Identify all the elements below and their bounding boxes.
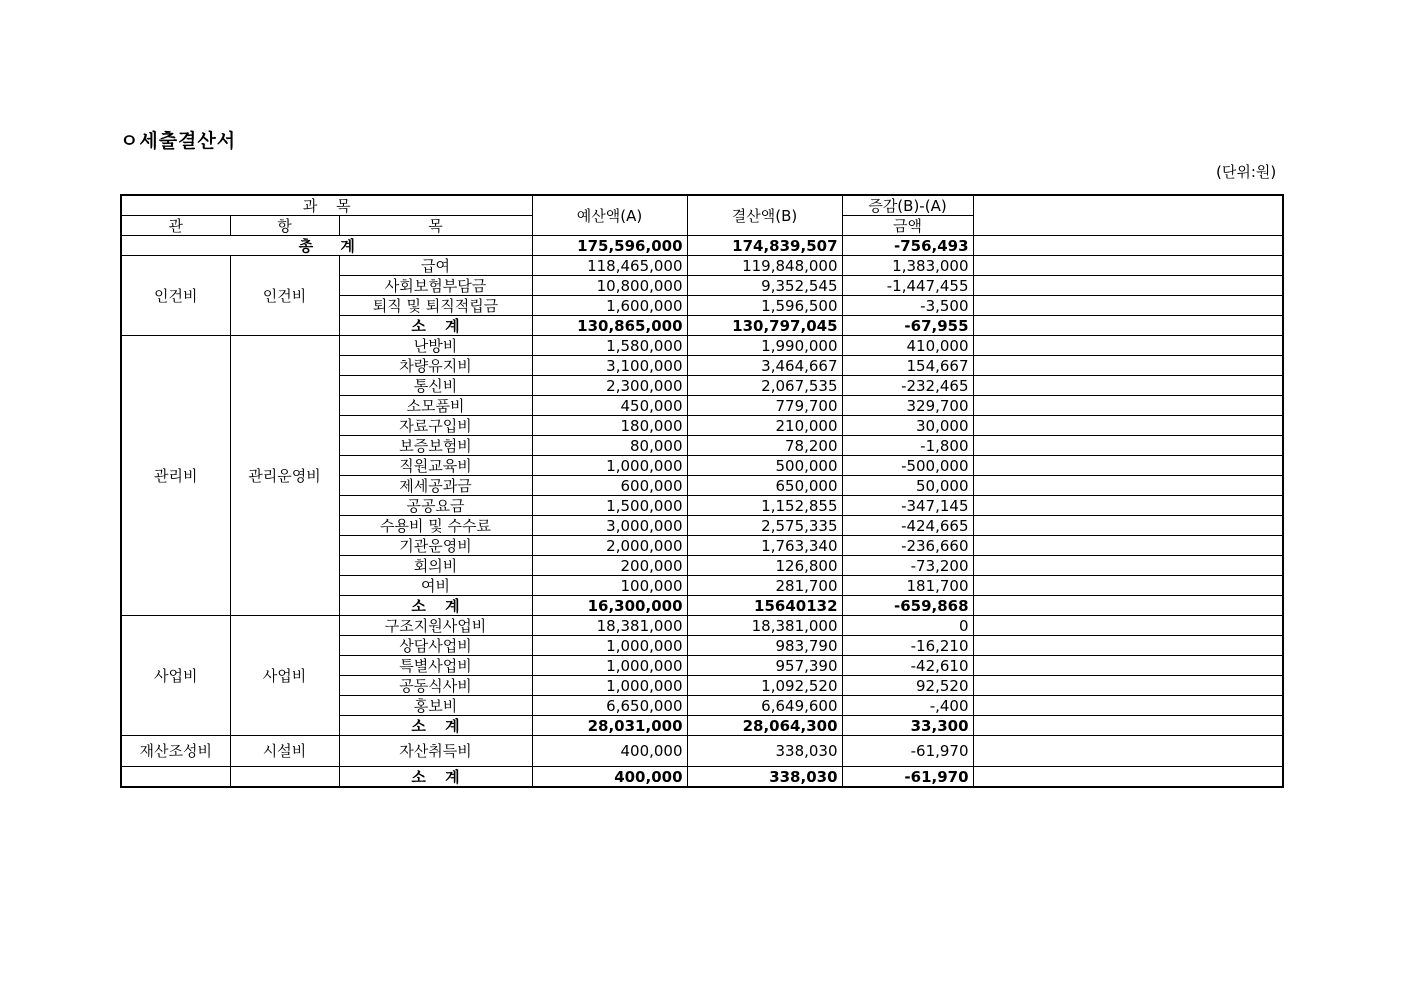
subtotal-label: 소 계 xyxy=(339,716,532,736)
diff-cell: -3,500 xyxy=(842,296,973,316)
diff-cell: 92,520 xyxy=(842,676,973,696)
hang-empty-cell xyxy=(230,767,339,788)
hang-cell: 인건비 xyxy=(230,256,339,336)
total-blank xyxy=(973,236,1283,256)
budget-cell: 3,100,000 xyxy=(532,356,687,376)
diff-cell: 0 xyxy=(842,616,973,636)
budget-cell: 3,000,000 xyxy=(532,516,687,536)
subtotal-label: 소 계 xyxy=(339,316,532,336)
header-blank xyxy=(973,195,1283,236)
settled-cell: 2,067,535 xyxy=(687,376,842,396)
mok-cell: 퇴직 및 퇴직적립금 xyxy=(339,296,532,316)
blank-cell xyxy=(973,456,1283,476)
settled-cell: 1,152,855 xyxy=(687,496,842,516)
blank-cell xyxy=(973,596,1283,616)
mok-cell: 공공요금 xyxy=(339,496,532,516)
settled-cell: 500,000 xyxy=(687,456,842,476)
subtotal-label: 소 계 xyxy=(339,767,532,788)
diff-cell: 329,700 xyxy=(842,396,973,416)
hang-cell: 사업비 xyxy=(230,616,339,736)
mok-cell: 특별사업비 xyxy=(339,656,532,676)
subtotal-settled: 130,797,045 xyxy=(687,316,842,336)
header-budget: 예산액(A) xyxy=(532,195,687,236)
header-settled: 결산액(B) xyxy=(687,195,842,236)
blank-cell xyxy=(973,476,1283,496)
subtotal-settled: 338,030 xyxy=(687,767,842,788)
settled-cell: 9,352,545 xyxy=(687,276,842,296)
budget-cell: 200,000 xyxy=(532,556,687,576)
diff-cell: 1,383,000 xyxy=(842,256,973,276)
budget-cell: 1,600,000 xyxy=(532,296,687,316)
blank-cell xyxy=(973,256,1283,276)
hang-cell: 시설비 xyxy=(230,736,339,767)
mok-cell: 직원교육비 xyxy=(339,456,532,476)
header-amount: 금액 xyxy=(842,216,973,236)
hang-cell: 관리운영비 xyxy=(230,336,339,616)
budget-cell: 1,000,000 xyxy=(532,656,687,676)
total-diff: -756,493 xyxy=(842,236,973,256)
budget-cell: 2,000,000 xyxy=(532,536,687,556)
budget-cell: 180,000 xyxy=(532,416,687,436)
diff-cell: -500,000 xyxy=(842,456,973,476)
blank-cell xyxy=(973,316,1283,336)
settled-cell: 983,790 xyxy=(687,636,842,656)
budget-cell: 10,800,000 xyxy=(532,276,687,296)
mok-cell: 구조지원사업비 xyxy=(339,616,532,636)
subtotal-settled: 28,064,300 xyxy=(687,716,842,736)
table-row xyxy=(121,616,1283,636)
blank-cell xyxy=(973,636,1283,656)
mok-cell: 회의비 xyxy=(339,556,532,576)
subtotal-diff: -67,955 xyxy=(842,316,973,336)
subtotal-budget: 130,865,000 xyxy=(532,316,687,336)
blank-cell xyxy=(973,696,1283,716)
mok-cell: 수용비 및 수수료 xyxy=(339,516,532,536)
blank-cell xyxy=(973,576,1283,596)
diff-cell: 181,700 xyxy=(842,576,973,596)
diff-cell: -16,210 xyxy=(842,636,973,656)
blank-cell xyxy=(973,676,1283,696)
budget-cell: 1,000,000 xyxy=(532,636,687,656)
subtotal-diff: -659,868 xyxy=(842,596,973,616)
settled-cell: 6,649,600 xyxy=(687,696,842,716)
mok-cell: 공동식사비 xyxy=(339,676,532,696)
subtotal-diff: -61,970 xyxy=(842,767,973,788)
blank-cell xyxy=(973,556,1283,576)
settled-cell: 1,596,500 xyxy=(687,296,842,316)
subtotal-budget: 16,300,000 xyxy=(532,596,687,616)
mok-cell: 사회보험부담금 xyxy=(339,276,532,296)
budget-cell: 400,000 xyxy=(532,736,687,767)
diff-cell: -,400 xyxy=(842,696,973,716)
blank-cell xyxy=(973,716,1283,736)
header-mok: 목 xyxy=(339,216,532,236)
blank-cell xyxy=(973,276,1283,296)
blank-cell xyxy=(973,436,1283,456)
blank-cell xyxy=(973,736,1283,767)
mok-cell: 홍보비 xyxy=(339,696,532,716)
header-subject: 과 목 xyxy=(121,195,532,216)
settled-cell: 3,464,667 xyxy=(687,356,842,376)
budget-cell: 1,500,000 xyxy=(532,496,687,516)
subtotal-label: 소 계 xyxy=(339,596,532,616)
table-row xyxy=(121,336,1283,356)
subtotal-budget: 28,031,000 xyxy=(532,716,687,736)
blank-cell xyxy=(973,767,1283,788)
mok-cell: 여비 xyxy=(339,576,532,596)
subtotal-row xyxy=(121,767,1283,788)
mok-cell: 통신비 xyxy=(339,376,532,396)
gwan-cell: 재산조성비 xyxy=(121,736,230,767)
total-settled: 174,839,507 xyxy=(687,236,842,256)
subtotal-budget: 400,000 xyxy=(532,767,687,788)
settled-cell: 210,000 xyxy=(687,416,842,436)
blank-cell xyxy=(973,376,1283,396)
total-label: 총 계 xyxy=(121,236,532,256)
mok-cell: 보증보험비 xyxy=(339,436,532,456)
diff-cell: -73,200 xyxy=(842,556,973,576)
budget-cell: 1,000,000 xyxy=(532,676,687,696)
diff-cell: -424,665 xyxy=(842,516,973,536)
diff-cell: -1,800 xyxy=(842,436,973,456)
settled-cell: 281,700 xyxy=(687,576,842,596)
diff-cell: -347,145 xyxy=(842,496,973,516)
blank-cell xyxy=(973,516,1283,536)
total-budget: 175,596,000 xyxy=(532,236,687,256)
blank-cell xyxy=(973,616,1283,636)
budget-cell: 450,000 xyxy=(532,396,687,416)
budget-cell: 1,000,000 xyxy=(532,456,687,476)
gwan-empty-cell xyxy=(121,767,230,788)
header-diff: 증감(B)-(A) xyxy=(842,195,973,216)
settled-cell: 18,381,000 xyxy=(687,616,842,636)
diff-cell: -232,465 xyxy=(842,376,973,396)
settled-cell: 1,990,000 xyxy=(687,336,842,356)
subtotal-settled: 15640132 xyxy=(687,596,842,616)
gwan-cell: 관리비 xyxy=(121,336,230,616)
mok-cell: 제세공과금 xyxy=(339,476,532,496)
settled-cell: 779,700 xyxy=(687,396,842,416)
settled-cell: 78,200 xyxy=(687,436,842,456)
header-hang: 항 xyxy=(230,216,339,236)
settled-cell: 126,800 xyxy=(687,556,842,576)
table-body xyxy=(121,195,1283,787)
diff-cell: 410,000 xyxy=(842,336,973,356)
diff-cell: -236,660 xyxy=(842,536,973,556)
diff-cell: 154,667 xyxy=(842,356,973,376)
mok-cell: 자산취득비 xyxy=(339,736,532,767)
settled-cell: 119,848,000 xyxy=(687,256,842,276)
header-gwan: 관 xyxy=(121,216,230,236)
budget-cell: 600,000 xyxy=(532,476,687,496)
settled-cell: 1,092,520 xyxy=(687,676,842,696)
budget-cell: 118,465,000 xyxy=(532,256,687,276)
blank-cell xyxy=(973,356,1283,376)
settlement-table xyxy=(120,194,1284,788)
gwan-cell: 사업비 xyxy=(121,616,230,736)
diff-cell: -61,970 xyxy=(842,736,973,767)
settled-cell: 338,030 xyxy=(687,736,842,767)
page-title: ㅇ세출결산서 xyxy=(120,130,237,152)
header-row-1 xyxy=(121,195,1283,216)
mok-cell: 기관운영비 xyxy=(339,536,532,556)
mok-cell: 차량유지비 xyxy=(339,356,532,376)
table-row xyxy=(121,256,1283,276)
table-row xyxy=(121,736,1283,767)
diff-cell: -42,610 xyxy=(842,656,973,676)
budget-cell: 1,580,000 xyxy=(532,336,687,356)
mok-cell: 소모품비 xyxy=(339,396,532,416)
subtotal-diff: 33,300 xyxy=(842,716,973,736)
diff-cell: -1,447,455 xyxy=(842,276,973,296)
budget-cell: 6,650,000 xyxy=(532,696,687,716)
mok-cell: 상담사업비 xyxy=(339,636,532,656)
diff-cell: 30,000 xyxy=(842,416,973,436)
blank-cell xyxy=(973,656,1283,676)
settled-cell: 2,575,335 xyxy=(687,516,842,536)
blank-cell xyxy=(973,396,1283,416)
mok-cell: 급여 xyxy=(339,256,532,276)
total-row xyxy=(121,236,1283,256)
budget-cell: 2,300,000 xyxy=(532,376,687,396)
diff-cell: 50,000 xyxy=(842,476,973,496)
budget-cell: 18,381,000 xyxy=(532,616,687,636)
mok-cell: 자료구입비 xyxy=(339,416,532,436)
blank-cell xyxy=(973,536,1283,556)
gwan-cell: 인건비 xyxy=(121,256,230,336)
unit-label: (단위:원) xyxy=(1216,163,1277,181)
blank-cell xyxy=(973,336,1283,356)
blank-cell xyxy=(973,496,1283,516)
settled-cell: 650,000 xyxy=(687,476,842,496)
blank-cell xyxy=(973,416,1283,436)
mok-cell: 난방비 xyxy=(339,336,532,356)
budget-cell: 100,000 xyxy=(532,576,687,596)
blank-cell xyxy=(973,296,1283,316)
settled-cell: 1,763,340 xyxy=(687,536,842,556)
settled-cell: 957,390 xyxy=(687,656,842,676)
budget-cell: 80,000 xyxy=(532,436,687,456)
